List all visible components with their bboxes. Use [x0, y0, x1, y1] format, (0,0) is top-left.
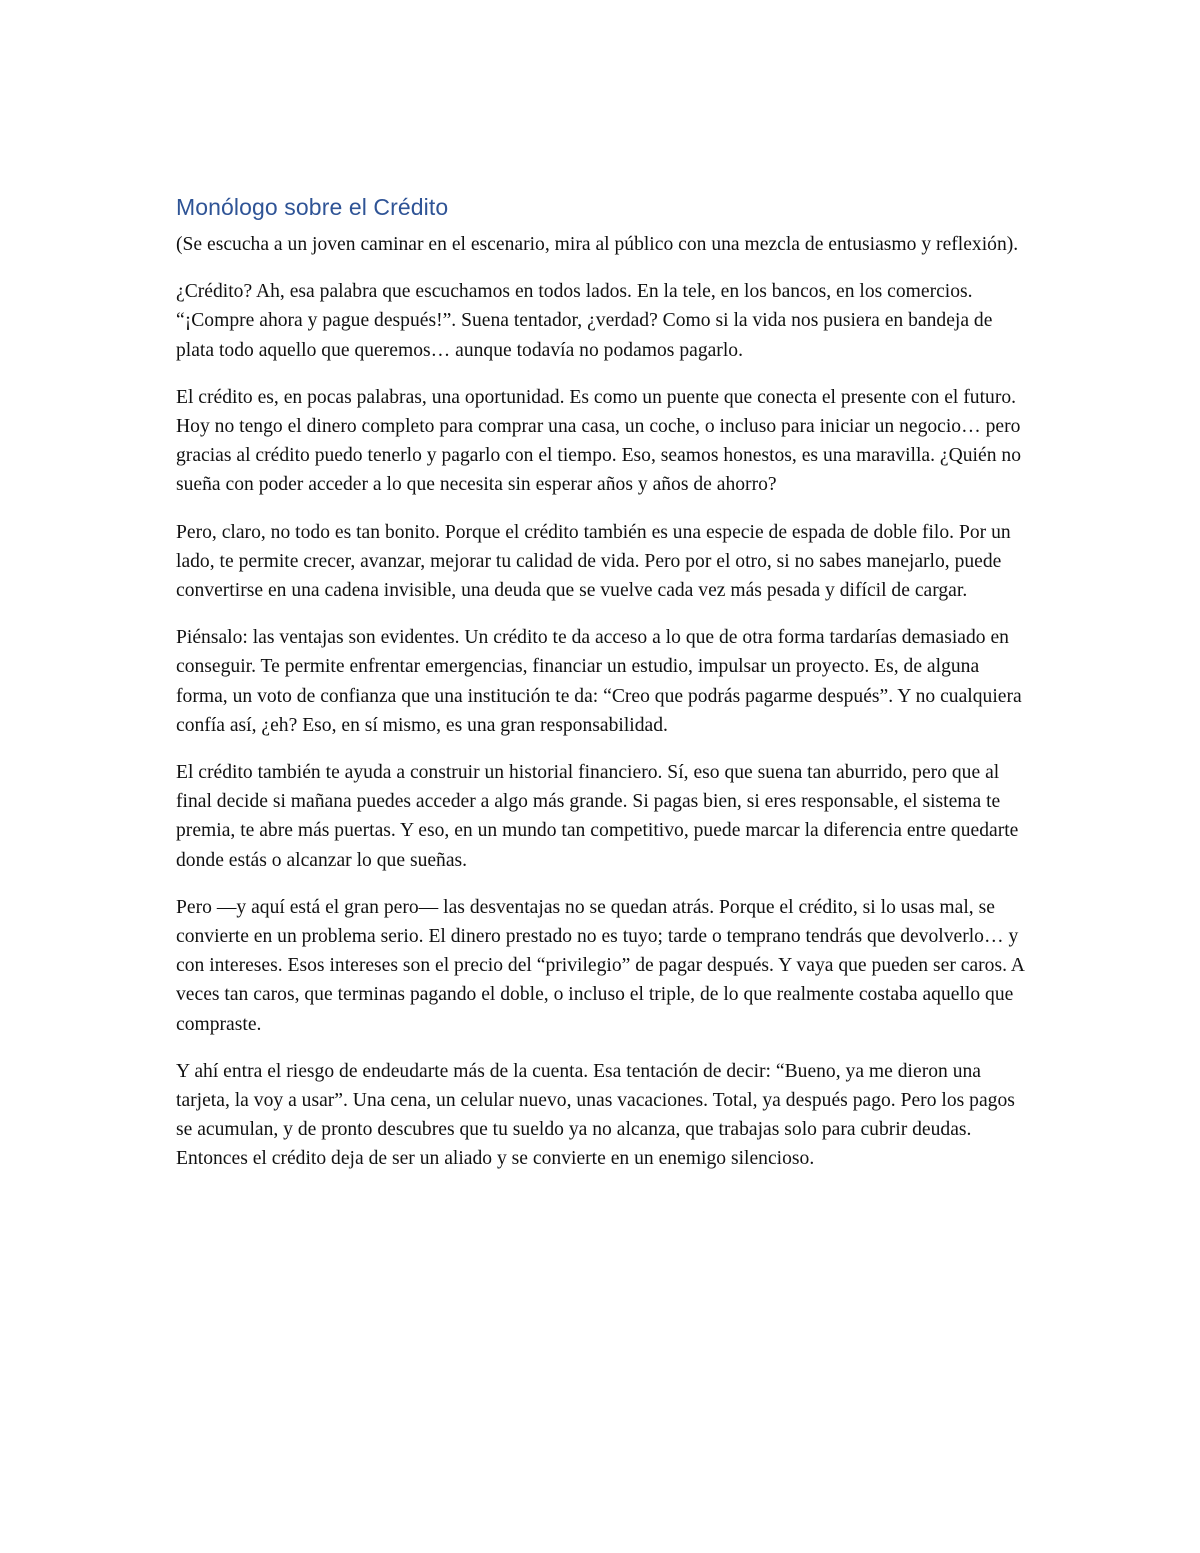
paragraph-intro: ¿Crédito? Ah, esa palabra que escuchamos en todos lados. En la tele, en los bancos, en los comercios. “¡Compre ahora y pague después!”. Suena tentador, ¿verdad? Como si la vida nos pusiera en bandeja de plata todo aquello que queremos… aunque todavía no podamos pagarlo.: [176, 281, 993, 361]
paragraph-double-edged: Pero, claro, no todo es tan bonito. Porque el crédito también es una especie de espada de doble filo. Por un lado, te permite crecer, avanzar, mejorar tu calidad de vida. Pero por el otro, si no sabes manejarlo, puede convertirse en una cadena invisible, una deuda que se vuelve cada vez más pesada y difícil de cargar.: [176, 521, 1011, 602]
paragraph-stage-direction: (Se escucha a un joven caminar en el escenario, mira al público con una mezcla de entusiasmo y reflexión).: [176, 234, 1019, 255]
paragraph-advantages: Piénsalo: las ventajas son evidentes. Un crédito te da acceso a lo que de otra forma tardarías demasiado en conseguir. Te permite enfrentar emergencias, financiar un estudio, impulsar un proyecto. Es, de alguna forma, un voto de confianza que una institución te da: “Creo que podrás pagarme después”. Y no cualquiera confía así, ¿eh? Eso, en sí mismo, es una gran responsabilidad.: [176, 627, 1022, 736]
paragraph-disadvantages: Pero —y aquí está el gran pero— las desventajas no se quedan atrás. Porque el crédito, si lo usas mal, se convierte en un problema serio. El dinero prestado no es tuyo; tarde o temprano tendrás que devolverlo… y con intereses. Esos intereses son el precio del “privilegio” de pagar después. Y vaya que pueden ser caros. A veces tan caros, que terminas pagando el doble, o incluso el triple, de lo que realmente costaba aquello que compraste.: [176, 896, 1024, 1035]
document-body: [176, 190, 1026, 1192]
paragraph-credit-history: El crédito también te ayuda a construir un historial financiero. Sí, eso que suena tan aburrido, pero que al final decide si mañana puedes acceder a algo más grande. Si pagas bien, si eres responsable, el sistema te premia, te abre más puertas. Y eso, en un mundo tan competitivo, puede marcar la diferencia entre quedarte donde estás o alcanzar lo que sueñas.: [176, 762, 1019, 871]
paragraph-debt-risk: Y ahí entra el riesgo de endeudarte más de la cuenta. Esa tentación de decir: “Bueno, ya me dieron una tarjeta, la voy a usar”. Una cena, un celular nuevo, unas vacaciones. Total, ya después pago. Pero los pagos se acumulan, y de pronto descubres que tu sueldo ya no alcanza, que trabajas solo para cubrir deudas. Entonces el crédito deja de ser un aliado y se convierte en un enemigo silencioso.: [176, 1060, 1015, 1170]
document-title: Monólogo sobre el Crédito: [176, 194, 449, 220]
paragraph-opportunity: El crédito es, en pocas palabras, una oportunidad. Es como un puente que conecta el presente con el futuro. Hoy no tengo el dinero completo para comprar una casa, un coche, o incluso para iniciar un negocio… pero gracias al crédito puedo tenerlo y pagarlo con el tiempo. Eso, seamos honestos, es una maravilla. ¿Quién no sueña con poder acceder a lo que necesita sin esperar años y años de ahorro?: [176, 386, 1021, 496]
